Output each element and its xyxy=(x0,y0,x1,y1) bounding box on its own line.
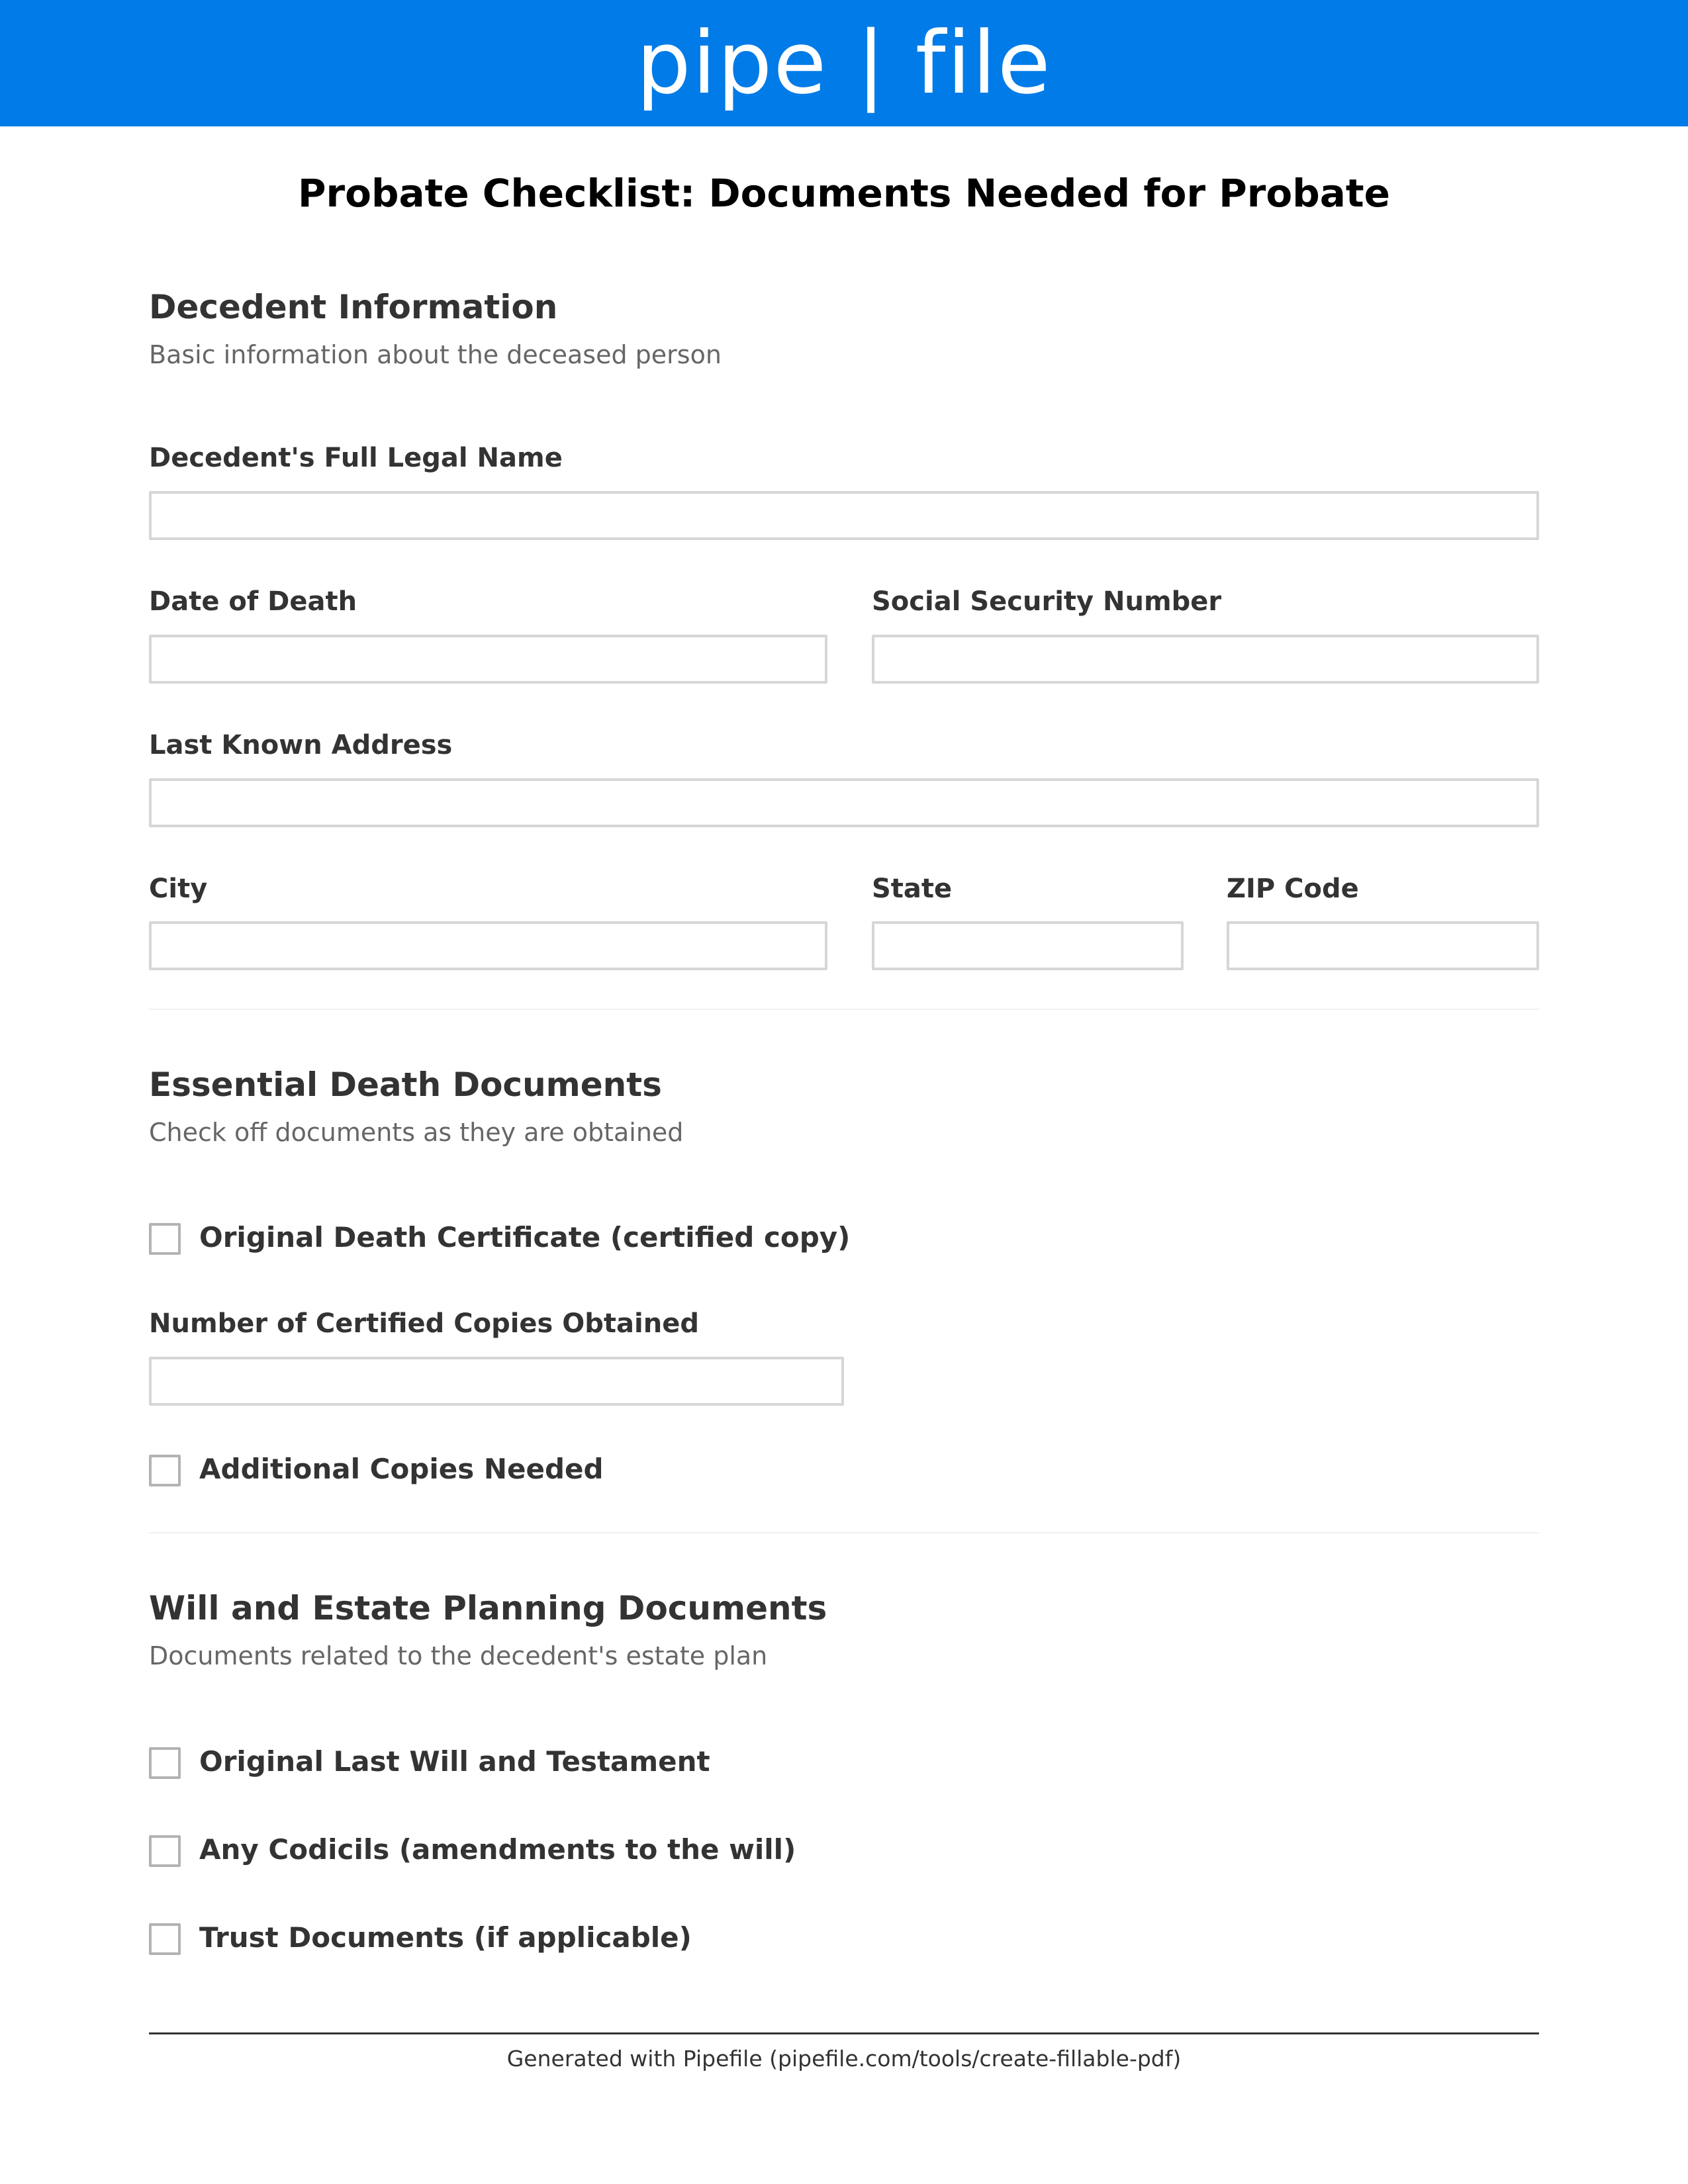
date-of-death-field[interactable] xyxy=(149,635,827,684)
copies-count-field[interactable] xyxy=(149,1357,844,1406)
codicils-checkbox[interactable] xyxy=(149,1835,181,1867)
full-name-field[interactable] xyxy=(149,491,1539,540)
will-row[interactable] xyxy=(149,1742,877,1782)
trust-row[interactable] xyxy=(149,1918,877,1958)
city-field[interactable] xyxy=(149,921,827,970)
section-description: Check off documents as they are obtained xyxy=(149,1118,684,1147)
death-certificate-checkbox[interactable] xyxy=(149,1223,181,1255)
header-bar xyxy=(0,0,1688,126)
copies-count-label: Number of Certified Copies Obtained xyxy=(149,1308,699,1339)
zip-label: ZIP Code xyxy=(1227,874,1359,904)
death-certificate-label: Original Death Certificate (certified copy) xyxy=(199,1221,851,1253)
address-field[interactable] xyxy=(149,778,1539,827)
additional-copies-checkbox[interactable] xyxy=(149,1455,181,1486)
zip-field[interactable] xyxy=(1227,921,1539,970)
full-name-label: Decedent's Full Legal Name xyxy=(149,443,563,473)
section-description: Documents related to the decedent's estate plan xyxy=(149,1641,768,1670)
will-label: Original Last Will and Testament xyxy=(199,1745,710,1778)
codicils-row[interactable] xyxy=(149,1830,943,1870)
section-title: Will and Estate Planning Documents xyxy=(149,1589,827,1627)
will-checkbox[interactable] xyxy=(149,1747,181,1779)
ssn-field[interactable] xyxy=(872,635,1539,684)
pipefile-logo: pipe | file xyxy=(636,13,1052,113)
trust-label: Trust Documents (if applicable) xyxy=(199,1921,692,1954)
death-certificate-row[interactable] xyxy=(149,1218,1009,1257)
date-of-death-label: Date of Death xyxy=(149,586,357,617)
ssn-label: Social Security Number xyxy=(872,586,1222,617)
page-title: Probate Checklist: Documents Needed for Probate xyxy=(298,171,1390,216)
section-description: Basic information about the deceased person xyxy=(149,340,722,369)
footer-rule xyxy=(149,2032,1539,2034)
section-title: Decedent Information xyxy=(149,288,558,326)
trust-checkbox[interactable] xyxy=(149,1923,181,1955)
section-divider xyxy=(149,1009,1539,1010)
section-title: Essential Death Documents xyxy=(149,1066,662,1104)
additional-copies-row[interactable] xyxy=(149,1449,811,1489)
section-divider xyxy=(149,1532,1539,1533)
address-label: Last Known Address xyxy=(149,730,453,760)
additional-copies-label: Additional Copies Needed xyxy=(199,1453,604,1485)
state-label: State xyxy=(872,874,953,904)
city-label: City xyxy=(149,874,208,904)
footer-text: Generated with Pipefile (pipefile.com/tools/create-fillable-pdf) xyxy=(506,2046,1182,2071)
state-field[interactable] xyxy=(872,921,1184,970)
codicils-label: Any Codicils (amendments to the will) xyxy=(199,1833,796,1866)
